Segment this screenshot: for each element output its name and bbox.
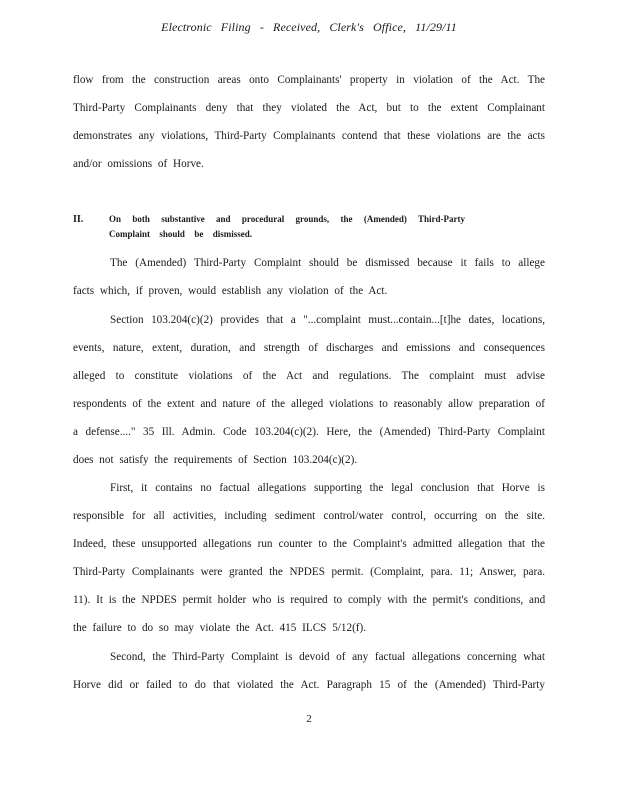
paragraph-block-4 <box>73 474 545 642</box>
text-line: responsible for all activities, including sediment control/water control, occurring on the site. <box>73 510 545 522</box>
text-line: and/or omissions of Horve. <box>73 158 204 170</box>
text-line: facts which, if proven, would establish any violation of the Act. <box>73 285 388 297</box>
text-line: Indeed, these unsupported allegations run counter to the Complaint's admitted allegation that the <box>73 538 545 550</box>
text-line: demonstrates any violations, Third-Party Complainants contend that these violations are the acts <box>73 130 545 142</box>
paragraph-block-2 <box>73 249 545 305</box>
paragraph-block-3 <box>73 306 545 474</box>
text-line: flow from the construction areas onto Complainants' property in violation of the Act. The <box>73 74 545 86</box>
text-line: a defense...." 35 Ill. Admin. Code 103.204(c)(2). Here, the (Amended) Third-Party Complaint <box>73 426 545 438</box>
text-line: events, nature, extent, duration, and strength of discharges and emissions and consequences <box>73 342 545 354</box>
text-line: the failure to do so may violate the Act. 415 ILCS 5/12(f). <box>73 622 367 634</box>
text-line: First, it contains no factual allegations supporting the legal conclusion that Horve is <box>110 482 545 494</box>
paragraph-block-5 <box>73 643 545 699</box>
text-line: does not satisfy the requirements of Section 103.204(c)(2). <box>73 454 358 466</box>
text-line: alleged to constitute violations of the Act and regulations. The complaint must advise <box>73 370 545 382</box>
section-number: II. <box>73 214 84 225</box>
text-line: Third-Party Complainants deny that they violated the Act, but to the extent Complainant <box>73 102 545 114</box>
paragraph-block-1 <box>73 66 545 178</box>
text-line: Second, the Third-Party Complaint is devoid of any factual allegations concerning what <box>110 651 545 663</box>
section-heading-line-1: On both substantive and procedural grounds, the (Amended) Third-Party <box>109 214 465 224</box>
electronic-filing-header: Electronic Filing - Received, Clerk's Office, 11/29/11 <box>161 20 457 34</box>
section-heading-line-2: Complaint should be dismissed. <box>109 229 252 239</box>
text-line: Third-Party Complainants were granted the NPDES permit. (Complaint, para. 11; Answer, para. <box>73 566 545 578</box>
text-line: respondents of the extent and nature of the alleged violations to reasonably allow preparation of <box>73 398 545 410</box>
text-line: Section 103.204(c)(2) provides that a "...complaint must...contain...[t]he dates, locations, <box>110 314 545 326</box>
text-line: Horve did or failed to do that violated the Act. Paragraph 15 of the (Amended) Third-Party <box>73 679 545 691</box>
page-number: 2 <box>306 713 312 725</box>
text-line: The (Amended) Third-Party Complaint should be dismissed because it fails to allege <box>110 257 545 269</box>
text-line: 11). It is the NPDES permit holder who is required to comply with the permit's conditions, and <box>73 594 546 606</box>
